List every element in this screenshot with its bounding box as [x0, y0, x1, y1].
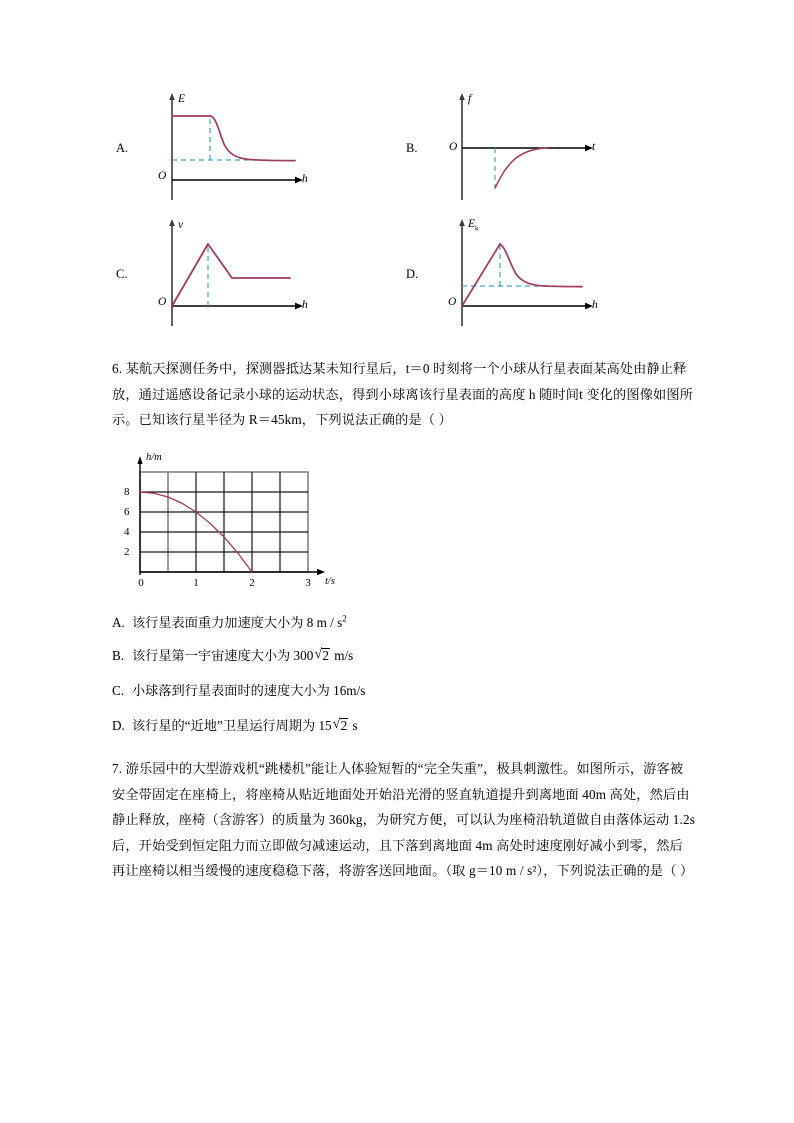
question-6-option-b-letter: B.: [112, 648, 125, 663]
option-d-letter: D.: [406, 267, 419, 281]
ytick-8: 8: [124, 486, 130, 498]
question-6-option-d-letter: D.: [112, 718, 125, 733]
graph-b-x-label: t: [592, 141, 596, 153]
graph-a-y-label: E: [178, 93, 186, 105]
question-6-option-c-letter: C.: [112, 683, 125, 698]
question-6-chart: [112, 444, 342, 604]
xtick-2: 2: [249, 577, 255, 589]
question-7-line-4: 座椅沿轨道做自由落体运动 1.2s 后，开始受到恒定阻力而立即做匀减速运动，且下落到离: [112, 812, 695, 853]
question-6-option-b: [112, 648, 692, 664]
graph-d-box: [430, 218, 605, 330]
ytick-2: 2: [124, 546, 130, 558]
graph-d-x-label: h: [592, 299, 598, 311]
question-7-number: 7.: [112, 761, 123, 776]
graph-a-origin-label: O: [158, 170, 167, 182]
question-6-stem: [112, 356, 696, 433]
graph-d-y-label: [468, 219, 479, 232]
xtick-0: 0: [138, 577, 144, 589]
chart-x-axis-title: [325, 577, 335, 588]
graph-d-y-label-sub: k: [475, 223, 479, 233]
option-graph-b: [402, 92, 692, 204]
option-graph-row-ab: [112, 92, 692, 204]
graph-a-svg: [140, 92, 315, 204]
question-6-line-1: 某航天探测任务中，探测器抵达某未知行星后，t＝0 时刻将一个小球从行星表面某高处: [125, 361, 634, 376]
question-7-line-3: 面 40m 高处，然后由静止释放，座椅（含游客）的质量为 360kg，为研究方便，可以认为: [112, 786, 690, 827]
question-7-line-1: 游乐园中的大型游戏机“跳楼机”能让人体验短暂的“完全失重”，极具刺激性。如图所: [125, 761, 617, 776]
chart-x-axis-title-text: t/s: [325, 576, 335, 587]
option-graph-a: [112, 92, 402, 204]
graph-b-origin-label: O: [449, 141, 458, 153]
option-graph-row-cd: [112, 218, 692, 330]
xtick-3: 3: [305, 577, 311, 589]
option-graph-d: [402, 218, 692, 330]
question-6-number: 6.: [112, 361, 123, 376]
graph-a-x-label: h: [302, 173, 308, 185]
question-6-option-d: [112, 718, 692, 734]
option-b-letter: B.: [406, 141, 418, 155]
graph-b-y-label: f: [468, 93, 472, 105]
ytick-4: 4: [124, 526, 130, 538]
question-7-stem: [112, 756, 696, 884]
question-6-option-b-text: 该行星第一宇宙速度大小为 300 √ 2 m/s: [132, 648, 353, 663]
sqrt-2-b: √ 2: [314, 648, 330, 664]
question-7-line-2: 示，游客被安全带固定在座椅上，将座椅从贴近地面处开始沿光滑的竖直轨道提升到离地: [112, 761, 684, 802]
option-c-letter: C.: [116, 267, 128, 281]
graph-a-box: [140, 92, 315, 204]
graph-c-origin-label: O: [158, 296, 167, 308]
graph-d-svg: [430, 218, 605, 330]
xtick-1: 1: [193, 577, 199, 589]
graph-c-box: [140, 218, 315, 330]
question-7-line-5: 地面 4m 高处时速度刚好减小到零，然后再让座椅以相当缓慢的速度稳稳下落，将游客送: [112, 837, 683, 878]
chart-y-axis-title-text: h/m: [146, 452, 162, 463]
graph-d-y-label-main: E: [468, 218, 476, 230]
question-6-line-2: 由静止释放，通过遥感设备记录小球的运动状态，得到小球离该行星表面的高度 h 随时间: [112, 361, 687, 402]
chart-y-axis-title: [146, 453, 162, 464]
graph-d-origin-label: O: [448, 296, 457, 308]
graph-b-box: [430, 92, 605, 204]
graph-c-y-label: v: [178, 219, 184, 231]
option-graph-c: [112, 218, 402, 330]
graph-c-svg: [140, 218, 315, 330]
question-6-option-a-text: 该行星表面重力加速度大小为 8 m / $s^2$: [132, 614, 347, 631]
sqrt-2-d: √ 2: [333, 718, 349, 734]
question-6-option-a: [112, 614, 692, 631]
question-6-line-3: t 变化的图像如图所示。已知该行星半径为 R＝45km，下列说法正确的是（ ）: [112, 386, 694, 427]
option-a-letter: A.: [116, 141, 129, 155]
question-6-option-a-letter: A.: [112, 615, 125, 631]
ytick-6: 6: [124, 506, 130, 518]
graph-c-x-label: h: [302, 299, 308, 311]
question-6-option-c: [112, 683, 692, 699]
question-6-option-d-text: 该行星的“近地”卫星运行周期为 15 √ 2 s: [132, 718, 358, 733]
question-7-line-6: 回地面。（取 g＝10 m / s²），下列说法正确的是（ ）: [392, 863, 694, 878]
question-6-option-c-text: 小球落到行星表面时的速度大小为 16m/s: [132, 683, 366, 698]
